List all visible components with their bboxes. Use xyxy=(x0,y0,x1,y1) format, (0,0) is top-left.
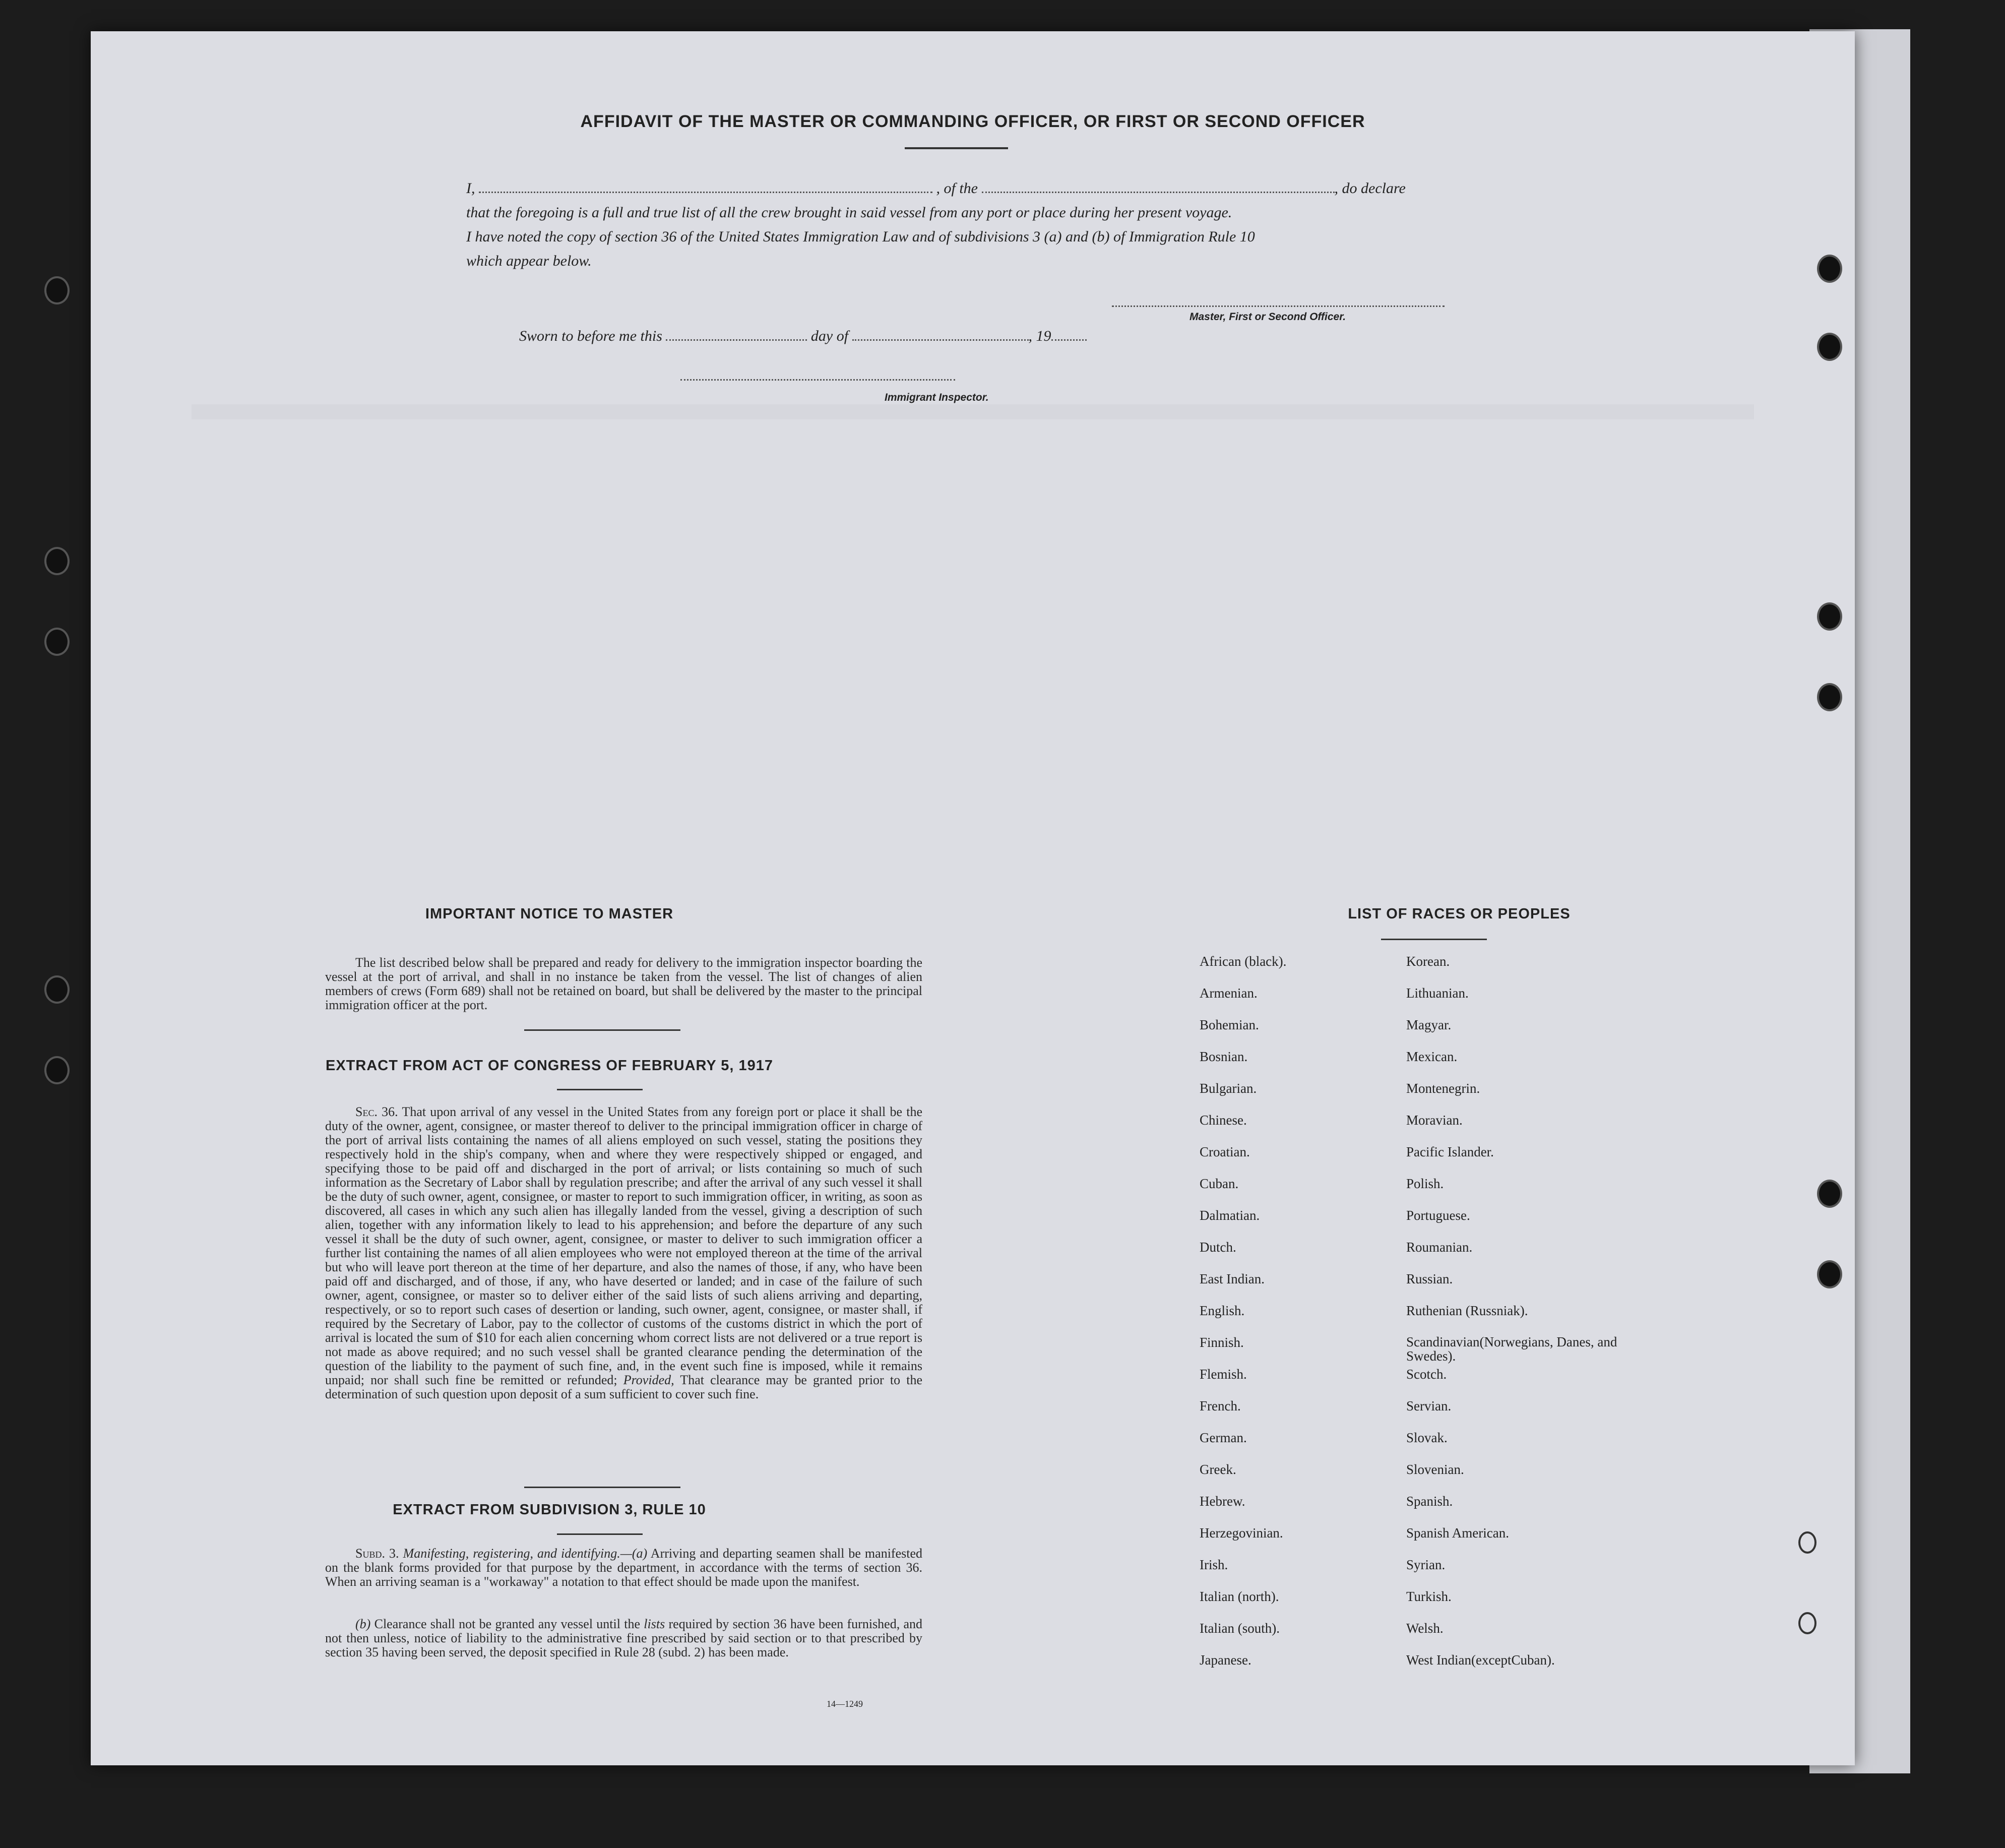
subd-text-b1: Clearance shall not be granted any vessel until the xyxy=(374,1617,641,1631)
section-36-text-end: That clearance may be granted prior to the determination of such question upon deposit of a sum sufficient to cover such fine. xyxy=(325,1373,923,1401)
race-item: German. xyxy=(1200,1430,1247,1445)
race-item: Croatian. xyxy=(1200,1144,1250,1159)
race-item: Turkish. xyxy=(1406,1589,1452,1604)
master-signature-line[interactable] xyxy=(1112,305,1445,307)
sworn-day-label: day of xyxy=(810,328,849,344)
subd-heading: Manifesting, registering, and identifying.—(a) xyxy=(403,1546,648,1561)
inspector-caption: Immigrant Inspector. xyxy=(885,392,989,403)
subd-text-a: Arriving and departing seamen shall be manifested on the blank forms provided for that purpose by the department, in accordance with the terms of section 36. When an arriving seaman is a "workaway" a notation to that effect should be made upon the manifest. xyxy=(325,1546,922,1589)
race-item: Bohemian. xyxy=(1200,1017,1259,1032)
declare-suffix: , do declare xyxy=(1334,180,1406,197)
b-label: (b) xyxy=(355,1617,371,1631)
notice-rule xyxy=(524,1029,680,1031)
affidavit-title: AFFIDAVIT OF THE MASTER OR COMMANDING OFFICER, OR FIRST OR SECOND OFFICER xyxy=(580,112,1365,131)
binder-ring-icon xyxy=(1798,1531,1816,1554)
race-item: Chinese. xyxy=(1200,1113,1247,1128)
race-item: Portuguese. xyxy=(1406,1208,1470,1223)
race-item: Moravian. xyxy=(1406,1113,1463,1128)
binder-hole-icon xyxy=(1817,333,1842,361)
subd-text-b2: required by section 36 have been furnished, and not then unless, notice of liability to the administrative fine prescribed by said section or to that prescribed by section 35 having been served, the deposit specified in Rule 28 (subd. 2) has been made. xyxy=(325,1617,923,1659)
bleed-through-row xyxy=(192,404,1754,419)
inspector-signature-line[interactable] xyxy=(680,379,955,381)
affidavit-line-3: I have noted the copy of section 36 of the United States Immigration Law and of subdivisions 3 (a) and (b) of Immigration Rule 10 xyxy=(466,228,1255,245)
race-item: Spanish. xyxy=(1406,1494,1453,1509)
affidavit-title-rule xyxy=(905,147,1008,149)
race-item: Spanish American. xyxy=(1406,1525,1509,1541)
binder-hole-icon xyxy=(1817,602,1842,631)
document-page xyxy=(91,31,1855,1765)
affidavit-line-4: which appear below. xyxy=(466,253,592,269)
race-item: Armenian. xyxy=(1200,985,1258,1001)
race-item: Scotch. xyxy=(1406,1367,1447,1382)
race-item: Syrian. xyxy=(1406,1557,1446,1572)
form-number: 14—1249 xyxy=(827,1699,863,1709)
race-item: Slovak. xyxy=(1406,1430,1448,1445)
notice-title: IMPORTANT NOTICE TO MASTER xyxy=(425,906,674,922)
binder-hole-icon xyxy=(1817,255,1842,283)
race-item: West Indian(exceptCuban). xyxy=(1406,1652,1555,1668)
extract-act-title: EXTRACT FROM ACT OF CONGRESS OF FEBRUARY 5, 1917 xyxy=(325,1058,774,1074)
affidavit-line-1 xyxy=(466,180,1525,197)
notice-text: The list described below shall be prepared and ready for delivery to the immigration inspector boarding the vessel at the port of arrival, and shall in no instance be taken from the vessel. The list of changes of alien members of crews (Form 689) shall not be retained on board, but shall be delivered by the master to the principal immigration officer at the port. xyxy=(325,955,922,1012)
section-36-text: That upon arrival of any vessel in the United States from any foreign port or place it shall be the duty of the owner, agent, consignee, or master thereof to deliver to the principal immigration officer in charge of the port of arrival lists containing the names of all aliens employed on such vessel, stating the positions they respectively hold in the ship's company, when and where they were respectively shipped or engaged, and specifying those to be paid off and discharged in the port of arrival; or lists containing so much of such information as the Secretary of Labor shall by regulation prescribe; and after the arrival of any such vessel it shall be the duty of such owner, agent, consignee, or master to report to such immigration officer, in writing, as soon as discovered, all cases in which any such alien has illegally landed from the vessel, giving a description of such alien, together with any information likely to lead to his apprehension; and before the departure of any such vessel it shall be the duty of such owner, agent, consignee, or master to deliver to such immigration officer a further list containing the names of all alien employees who were not employed thereon at the time of the arrival but who will leave port thereon at the time of her departure, and also the names of those, if any, who have been paid off and discharged, and of those, if any, who have deserted or landed; and in case of the failure of such owner, agent, consignee, or master so to deliver either of the said lists of such aliens arriving and departing, respectively, or so to report such cases of desertion or landing, such owner, agent, consignee, or master shall, if required by the Secretary of Labor, pay to the collector of customs of the customs district in which the port of arrival is located the sum of $10 for each alien concerning whom correct lists are not delivered or a true report is not made as above required; and no such vessel shall be granted clearance pending the determination of the question of the liability to the payment of such fine, and, in the event such fine is imposed, while it remains unpaid; nor shall such fine be remitted or refunded; xyxy=(325,1104,923,1387)
binder-hole-icon xyxy=(44,547,70,575)
extract-rule-text-a xyxy=(325,1547,922,1589)
race-item: Cuban. xyxy=(1200,1176,1239,1191)
race-item: Slovenian. xyxy=(1406,1462,1464,1477)
binder-hole-icon xyxy=(44,975,70,1004)
race-item: English. xyxy=(1200,1303,1245,1318)
race-item: Pacific Islander. xyxy=(1406,1144,1494,1159)
binder-hole-icon xyxy=(1817,1180,1842,1208)
race-item: Irish. xyxy=(1200,1557,1228,1572)
race-item: French. xyxy=(1200,1398,1241,1413)
race-item: Flemish. xyxy=(1200,1367,1247,1382)
race-item: Welsh. xyxy=(1406,1621,1444,1636)
race-item: Bosnian. xyxy=(1200,1049,1248,1064)
race-item: Montenegrin. xyxy=(1406,1081,1480,1096)
binder-hole-icon xyxy=(1817,1260,1842,1288)
affidavit-line-2: that the foregoing is a full and true list of all the crew brought in said vessel from any port or place during her present voyage. xyxy=(466,204,1232,221)
races-rule xyxy=(1381,939,1487,940)
race-item: East Indian. xyxy=(1200,1271,1265,1286)
vessel-name-field[interactable] xyxy=(982,192,1335,193)
lists-word: lists xyxy=(644,1617,665,1631)
race-item: Japanese. xyxy=(1200,1652,1251,1668)
race-item: Ruthenian (Russniak). xyxy=(1406,1303,1528,1318)
race-item: Hebrew. xyxy=(1200,1494,1245,1509)
subd-label: Subd. 3. xyxy=(355,1546,399,1561)
sworn-date-field[interactable] xyxy=(666,339,807,341)
races-left-column xyxy=(1200,954,1286,1684)
extract-rule-title: EXTRACT FROM SUBDIVISION 3, RULE 10 xyxy=(393,1502,706,1518)
sworn-year-label: , 19 xyxy=(1028,328,1051,344)
sworn-month-field[interactable] xyxy=(852,339,1029,341)
race-item: Polish. xyxy=(1406,1176,1444,1191)
binder-hole-icon xyxy=(44,628,70,656)
race-item: Roumanian. xyxy=(1406,1240,1473,1255)
master-signature-caption: Master, First or Second Officer. xyxy=(1189,311,1346,323)
race-item: Dalmatian. xyxy=(1200,1208,1260,1223)
declarant-name-field[interactable] xyxy=(479,192,932,193)
vessel-prefix: , of the xyxy=(936,180,978,197)
races-right-column xyxy=(1406,954,1618,1684)
race-item: Herzegovinian. xyxy=(1200,1525,1283,1541)
extract-rule-text-b xyxy=(325,1617,922,1659)
sworn-line xyxy=(519,328,1087,345)
extract-act-end-rule xyxy=(524,1487,680,1488)
extract-rule-rule xyxy=(557,1533,643,1535)
declarant-prefix: I, xyxy=(466,180,475,197)
race-item: Italian (south). xyxy=(1200,1621,1280,1636)
race-item: Scandinavian(Norwegians, Danes, and Swedes). xyxy=(1406,1334,1617,1364)
race-item: Russian. xyxy=(1406,1271,1453,1286)
race-item: Dutch. xyxy=(1200,1240,1236,1255)
race-item: Italian (north). xyxy=(1200,1589,1279,1604)
extract-act-text xyxy=(325,1105,922,1401)
race-item: Mexican. xyxy=(1406,1049,1458,1064)
binder-ring-icon xyxy=(1798,1612,1816,1634)
section-label: Sec. 36. xyxy=(355,1104,398,1119)
race-item: Greek. xyxy=(1200,1462,1236,1477)
race-item: Magyar. xyxy=(1406,1017,1452,1032)
sworn-prefix: Sworn to before me this xyxy=(519,328,662,344)
race-item: Bulgarian. xyxy=(1200,1081,1257,1096)
race-item: Servian. xyxy=(1406,1398,1452,1413)
race-item: Korean. xyxy=(1406,954,1450,969)
races-title: LIST OF RACES OR PEOPLES xyxy=(1348,906,1571,922)
race-item: African (black). xyxy=(1200,954,1287,969)
provided-word: Provided, xyxy=(623,1373,674,1387)
race-item: Lithuanian. xyxy=(1406,985,1469,1001)
race-item: Finnish. xyxy=(1200,1335,1244,1350)
extract-act-rule xyxy=(557,1089,643,1090)
binder-hole-icon xyxy=(44,276,70,304)
binder-hole-icon xyxy=(1817,683,1842,711)
sworn-year-field[interactable] xyxy=(1051,339,1087,341)
binder-hole-icon xyxy=(44,1056,70,1084)
